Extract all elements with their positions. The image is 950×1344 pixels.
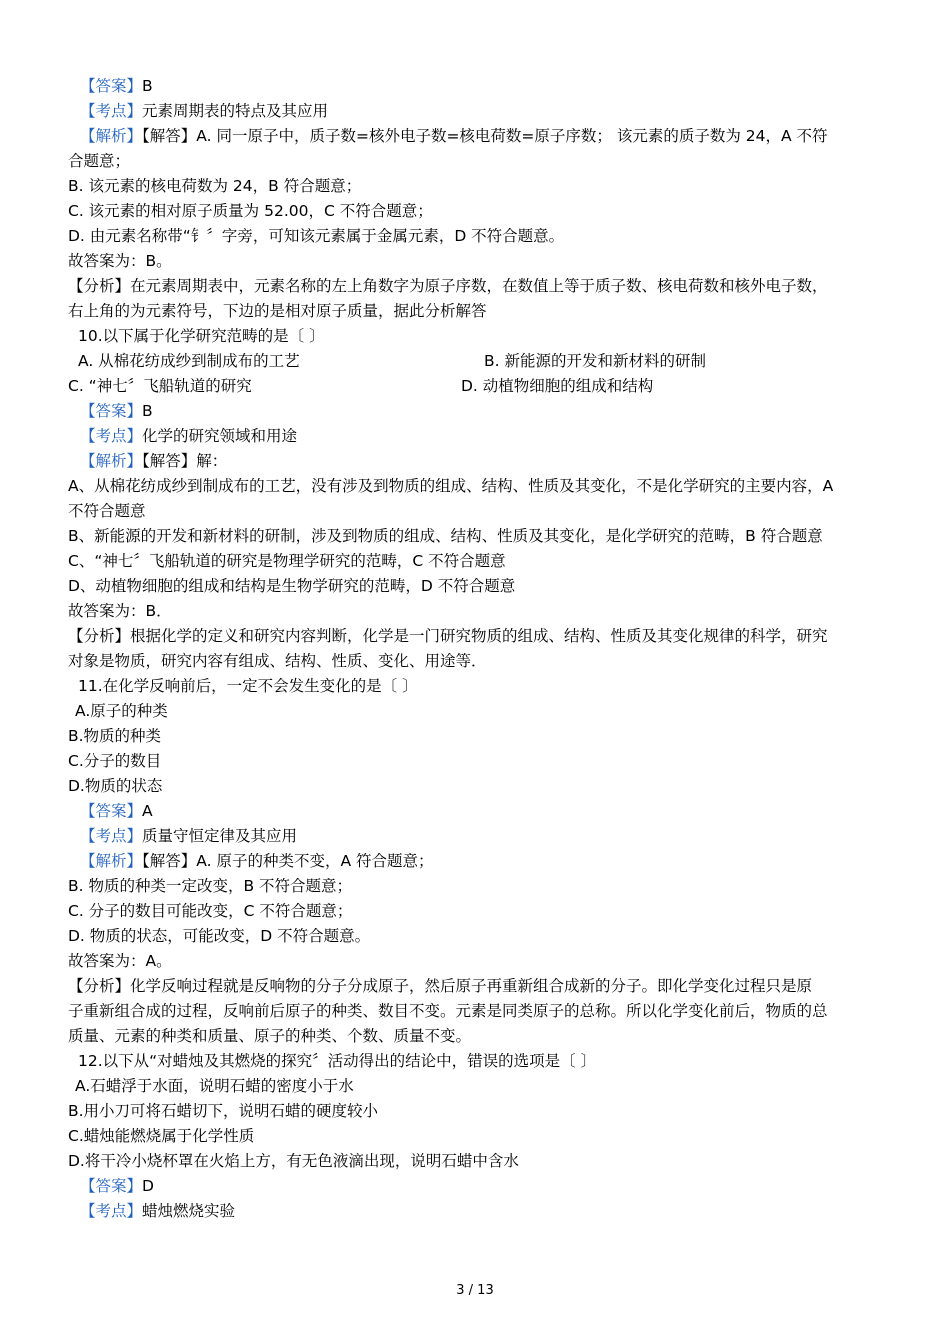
q10-option-d: D. 动植物细胞的组成和结构 [461, 377, 654, 395]
q10-conclusion: 故答案为：B． [68, 602, 172, 620]
q10-option-b: B. 新能源的开发和新材料的研制 [484, 352, 706, 370]
q9-fenxi-1: 【分析】在元素周期表中，元素名称的左上角数字为原子序数，在数值上等于质子数、核电荷数和核外电子数， [68, 277, 828, 295]
q12-option-a: A.石蜡浮于水面，说明石蜡的密度小于水 [75, 1077, 354, 1095]
q10-analysis-c: C、“神七〞飞船轨道的研究是物理学研究的范畴，C 不符合题意 [68, 552, 506, 570]
q10-point [68, 424, 883, 449]
q10-analysis-b: B、新能源的开发和新材料的研制，涉及到物质的组成、结构、性质及其变化，是化学研究的范畴，B 符合题意 [68, 527, 823, 545]
page-number: 3 / 13 [456, 1283, 494, 1298]
q12-option-c: C.蜡烛能燃烧属于化学性质 [68, 1127, 255, 1145]
answer-tag: 【答案】 [80, 77, 143, 95]
q11-analysis-c: C. 分子的数目可能改变，C 不符合题意； [68, 902, 353, 920]
q10-fenxi-2: 对象是物质，研究内容有组成、结构、性质、变化、用途等． [68, 652, 487, 670]
analysis-text: 【解答】A. 原子的种类不变，A 符合题意； [142, 852, 434, 870]
q10-analysis-a-cont: 不符合题意 [68, 502, 146, 520]
q11-analysis [68, 849, 883, 874]
q9-conclusion: 故答案为：B。 [68, 252, 172, 270]
answer-tag: 【答案】 [80, 802, 143, 820]
q9-answer [68, 74, 883, 99]
q10-option-a: A. 从棉花纺成纱到制成布的工艺 [78, 352, 300, 370]
q11-option-c: C.分子的数目 [68, 752, 162, 770]
q12-point [68, 1199, 883, 1224]
analysis-tag: 【解析】 [80, 452, 143, 470]
point-value: 蜡烛燃烧实验 [142, 1202, 236, 1220]
point-tag: 【考点】 [80, 827, 143, 845]
q11-conclusion: 故答案为：A。 [68, 952, 172, 970]
answer-value: D [142, 1177, 154, 1195]
document-page [68, 74, 883, 1224]
q9-analysis-d: D. 由元素名称带“钅〞字旁，可知该元素属于金属元素，D 不符合题意。 [68, 227, 565, 245]
q10-option-c: C. “神七〞飞船轨道的研究 [68, 377, 252, 395]
q10-analysis [68, 449, 883, 474]
q11-fenxi-1: 【分析】化学反响过程就是反响物的分子分成原子，然后原子再重新组合成新的分子。即化学变化过程只是原 [68, 977, 813, 995]
q9-analysis-b: B. 该元素的核电荷数为 24，B 符合题意； [68, 177, 362, 195]
q11-point [68, 824, 883, 849]
q10-options-cd [68, 374, 883, 399]
analysis-tag: 【解析】 [80, 852, 143, 870]
q11-answer [68, 799, 883, 824]
answer-value: A [142, 802, 153, 820]
answer-value: B [142, 402, 153, 420]
analysis-text: 【解答】解： [142, 452, 228, 470]
q10-analysis-a: A、从棉花纺成纱到制成布的工艺，没有涉及到物质的组成、结构、性质及其变化，不是化学研究的主要内容，A [68, 477, 834, 495]
q11-option-d: D.物质的状态 [68, 777, 163, 795]
q11-stem: 11.在化学反响前后，一定不会发生变化的是〔 〕 [78, 677, 418, 695]
q11-analysis-d: D. 物质的状态，可能改变，D 不符合题意。 [68, 927, 371, 945]
q11-analysis-b: B. 物质的种类一定改变，B 不符合题意； [68, 877, 353, 895]
q11-fenxi-2: 子重新组合成的过程，反响前后原子的种类、数目不变。元素是同类原子的总称。所以化学变化前后，物质的总 [68, 1002, 828, 1020]
q12-option-d: D.将干冷小烧杯罩在火焰上方，有无色液滴出现，说明石蜡中含水 [68, 1152, 519, 1170]
point-value: 化学的研究领域和用途 [142, 427, 298, 445]
q11-option-b: B.物质的种类 [68, 727, 162, 745]
analysis-text: 【解答】A. 同一原子中，质子数=核外电子数=核电荷数=原子序数； 该元素的质子数为 24，A 不符 [142, 127, 828, 145]
q9-analysis [68, 124, 883, 149]
point-value: 元素周期表的特点及其应用 [142, 102, 329, 120]
answer-tag: 【答案】 [80, 1177, 143, 1195]
q9-analysis-cont: 合题意； [68, 152, 131, 170]
q11-option-a: A.原子的种类 [75, 702, 168, 720]
q11-fenxi-3: 质量、元素的种类和质量、原子的种类、个数、质量不变。 [68, 1027, 472, 1045]
q9-point [68, 99, 883, 124]
q12-option-b: B.用小刀可将石蜡切下，说明石蜡的硬度较小 [68, 1102, 379, 1120]
answer-tag: 【答案】 [80, 402, 143, 420]
q9-analysis-c: C. 该元素的相对原子质量为 52.00，C 不符合题意； [68, 202, 433, 220]
analysis-tag: 【解析】 [80, 127, 143, 145]
q10-analysis-d: D、动植物细胞的组成和结构是生物学研究的范畴，D 不符合题意 [68, 577, 516, 595]
point-tag: 【考点】 [80, 102, 143, 120]
q12-answer [68, 1174, 883, 1199]
q10-answer [68, 399, 883, 424]
point-tag: 【考点】 [80, 1202, 143, 1220]
q10-options-ab [68, 349, 883, 374]
point-value: 质量守恒定律及其应用 [142, 827, 298, 845]
point-tag: 【考点】 [80, 427, 143, 445]
answer-value: B [142, 77, 153, 95]
q10-fenxi-1: 【分析】根据化学的定义和研究内容判断，化学是一门研究物质的组成、结构、性质及其变化规律的科学，研究 [68, 627, 828, 645]
q12-stem: 12.以下从“对蜡烛及其燃烧的探究〞活动得出的结论中，错误的选项是〔 〕 [78, 1052, 597, 1070]
q10-stem: 10.以下属于化学研究范畴的是〔 〕 [78, 327, 325, 345]
q9-fenxi-2: 右上角的为元素符号，下边的是相对原子质量，据此分析解答 [68, 302, 487, 320]
